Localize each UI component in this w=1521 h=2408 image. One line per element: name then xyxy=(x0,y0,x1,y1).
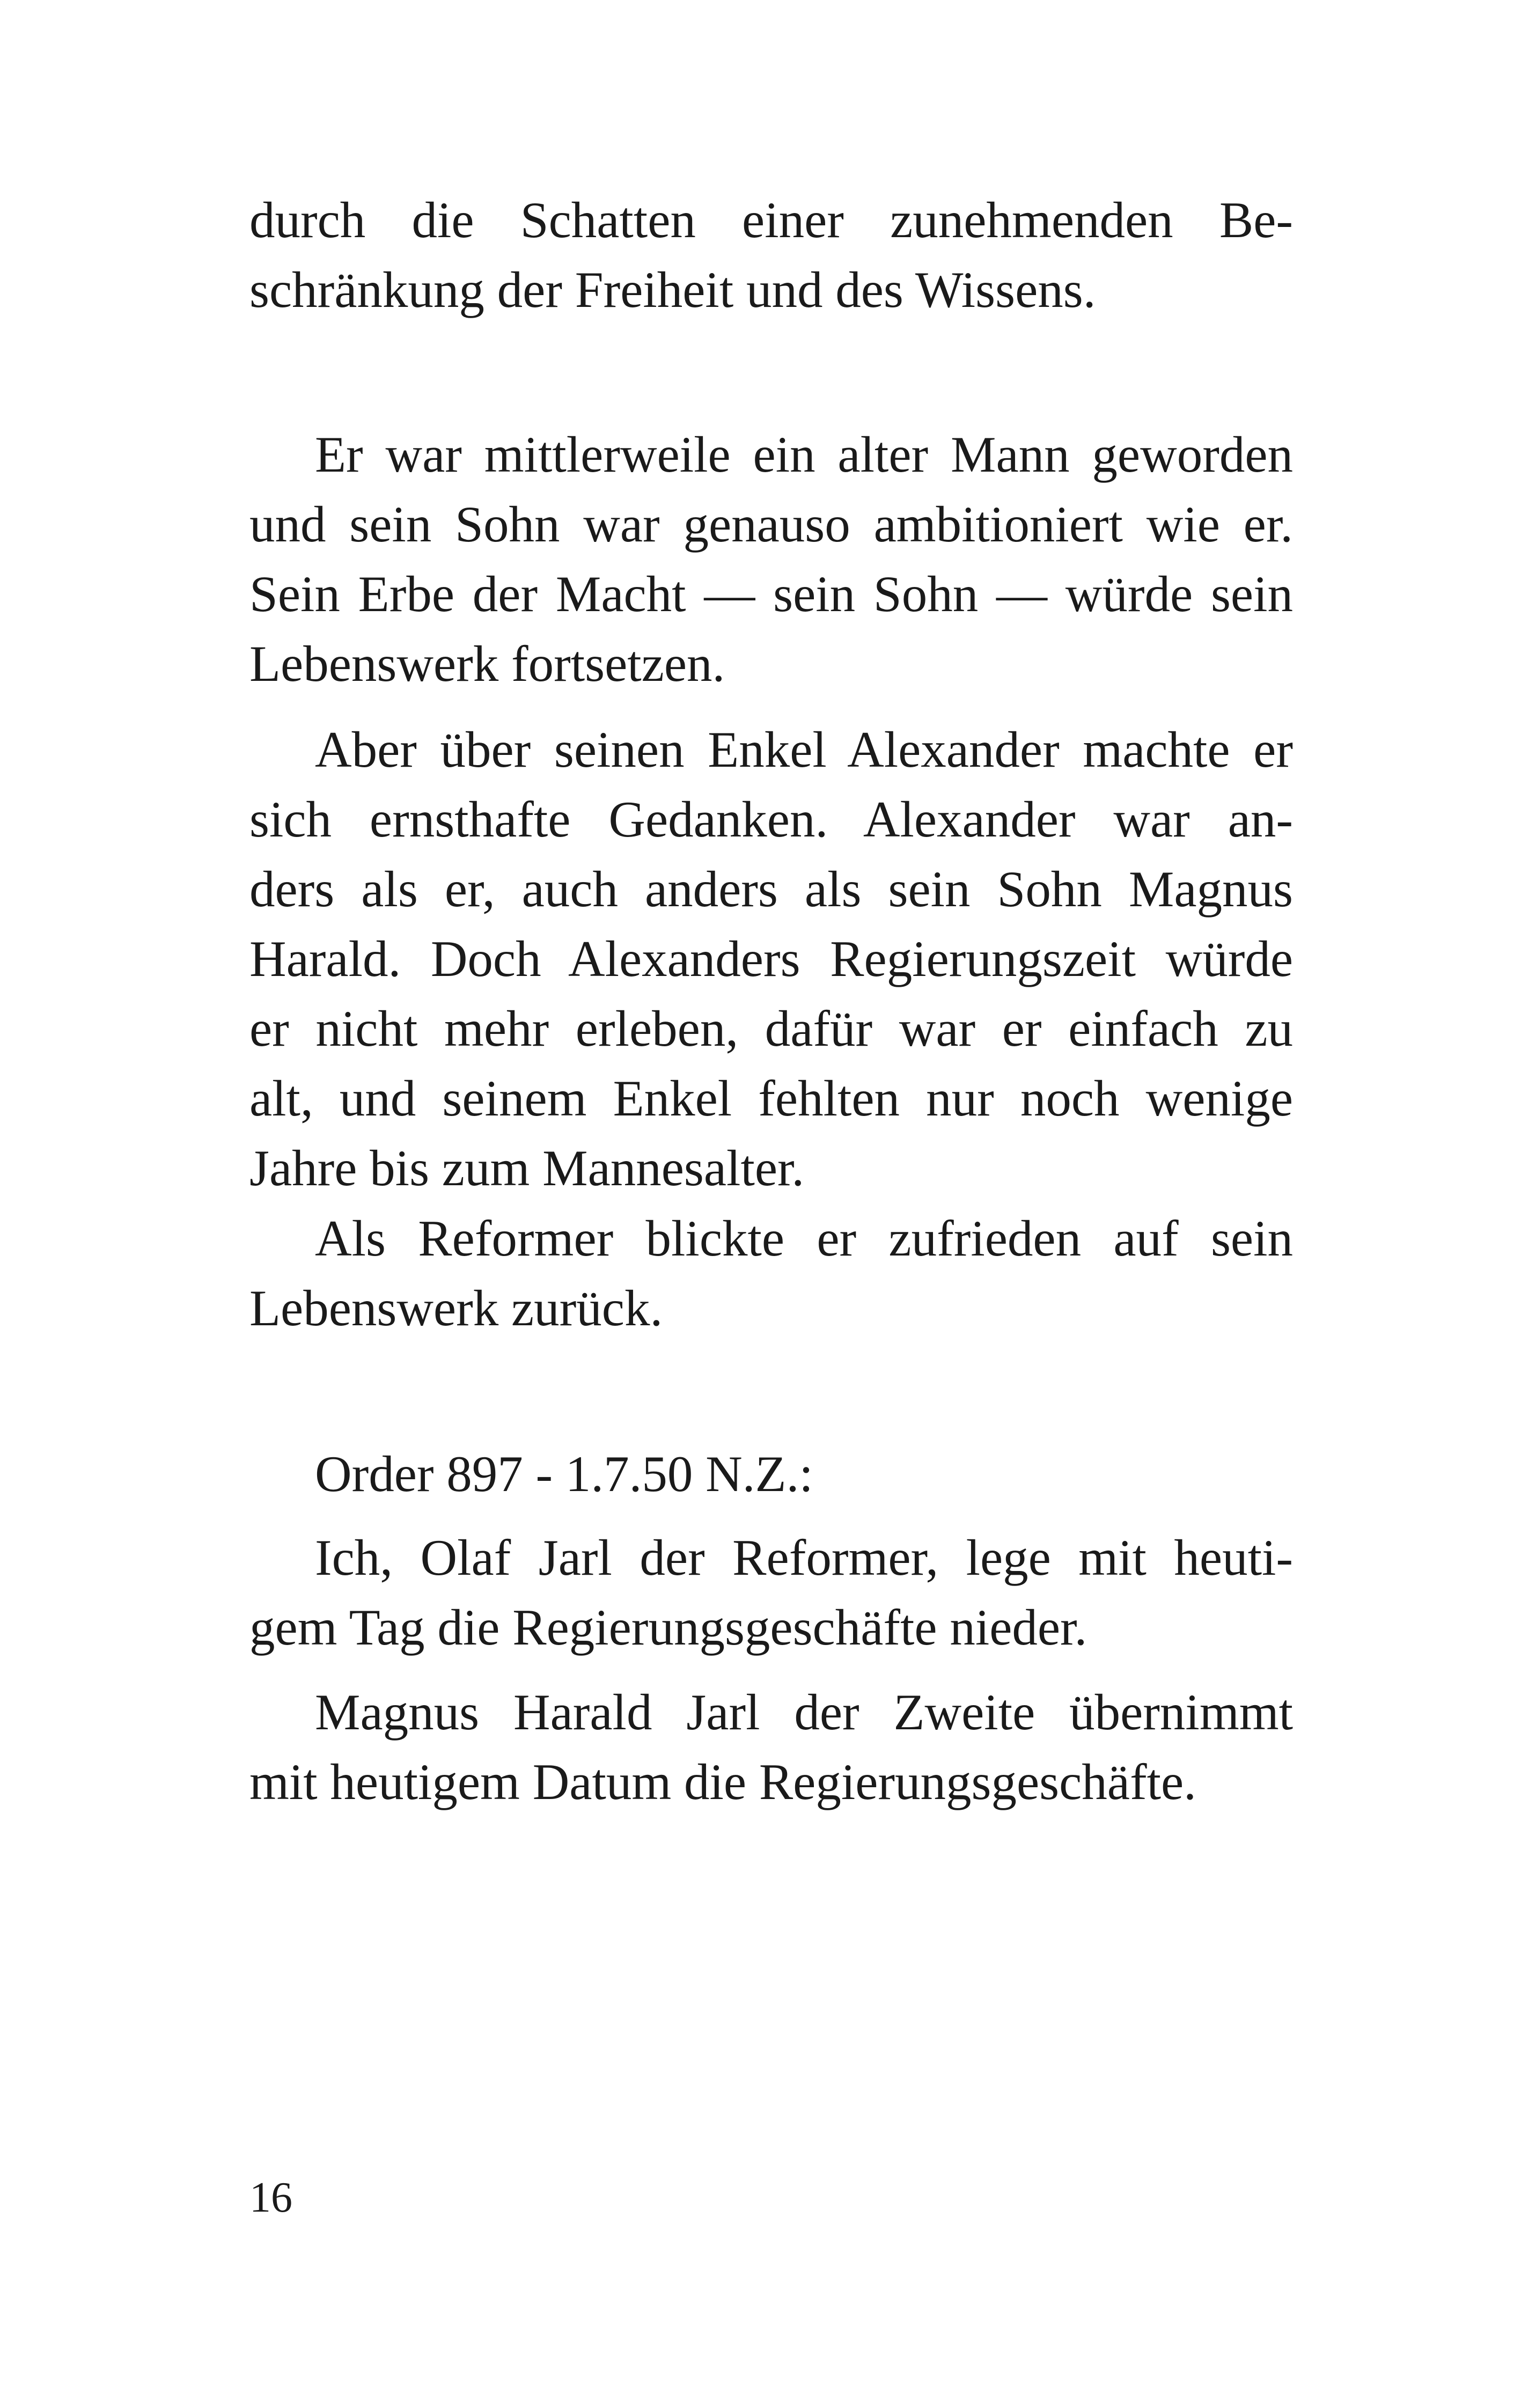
text-line: Jahre bis zum Mannesalter. xyxy=(249,1140,805,1196)
paragraph xyxy=(249,1677,1293,1817)
text-line: Harald. Doch Alexanders Regierungszeit würde xyxy=(249,930,1293,987)
text-line: schränkung der Freiheit und des Wissens. xyxy=(249,261,1096,318)
text-line: ders als er, auch anders als sein Sohn Magnus xyxy=(249,861,1293,917)
text-line: Als Reformer blickte er zufrieden auf sein xyxy=(315,1210,1293,1267)
text-line: Magnus Harald Jarl der Zweite übernimmt xyxy=(315,1684,1293,1741)
text-line: alt, und seinem Enkel fehlten nur noch wenige xyxy=(249,1070,1293,1127)
paragraph xyxy=(249,715,1293,1203)
page-number: 16 xyxy=(249,2174,292,2221)
text-line: gem Tag die Regierungsgeschäfte nieder. xyxy=(249,1599,1088,1656)
text-line: Er war mittlerweile ein alter Mann geworden xyxy=(315,426,1293,483)
text-line: mit heutigem Datum die Regierungsgeschäfte. xyxy=(249,1753,1196,1810)
text-line: durch die Schatten einer zunehmenden Be- xyxy=(249,192,1293,248)
text-line: Lebenswerk fortsetzen. xyxy=(249,635,725,692)
paragraph xyxy=(249,420,1293,699)
text-line: sich ernsthafte Gedanken. Alexander war an- xyxy=(249,791,1293,848)
text-line: er nicht mehr erleben, dafür war er einfach zu xyxy=(249,1000,1293,1057)
text-line: und sein Sohn war genauso ambitioniert wie er. xyxy=(249,496,1293,553)
text-line: Lebenswerk zurück. xyxy=(249,1280,663,1337)
order-heading xyxy=(249,1439,1293,1509)
text-line: Ich, Olaf Jarl der Reformer, lege mit heuti- xyxy=(315,1529,1293,1586)
text-line: Order 897 - 1.7.50 N.Z.: xyxy=(315,1445,813,1502)
paragraph-continuation xyxy=(249,185,1293,325)
text-line: Aber über seinen Enkel Alexander machte er xyxy=(315,721,1293,778)
paragraph xyxy=(249,1523,1293,1662)
text-line: Sein Erbe der Macht — sein Sohn — würde sein xyxy=(249,566,1293,622)
paragraph xyxy=(249,1203,1293,1343)
